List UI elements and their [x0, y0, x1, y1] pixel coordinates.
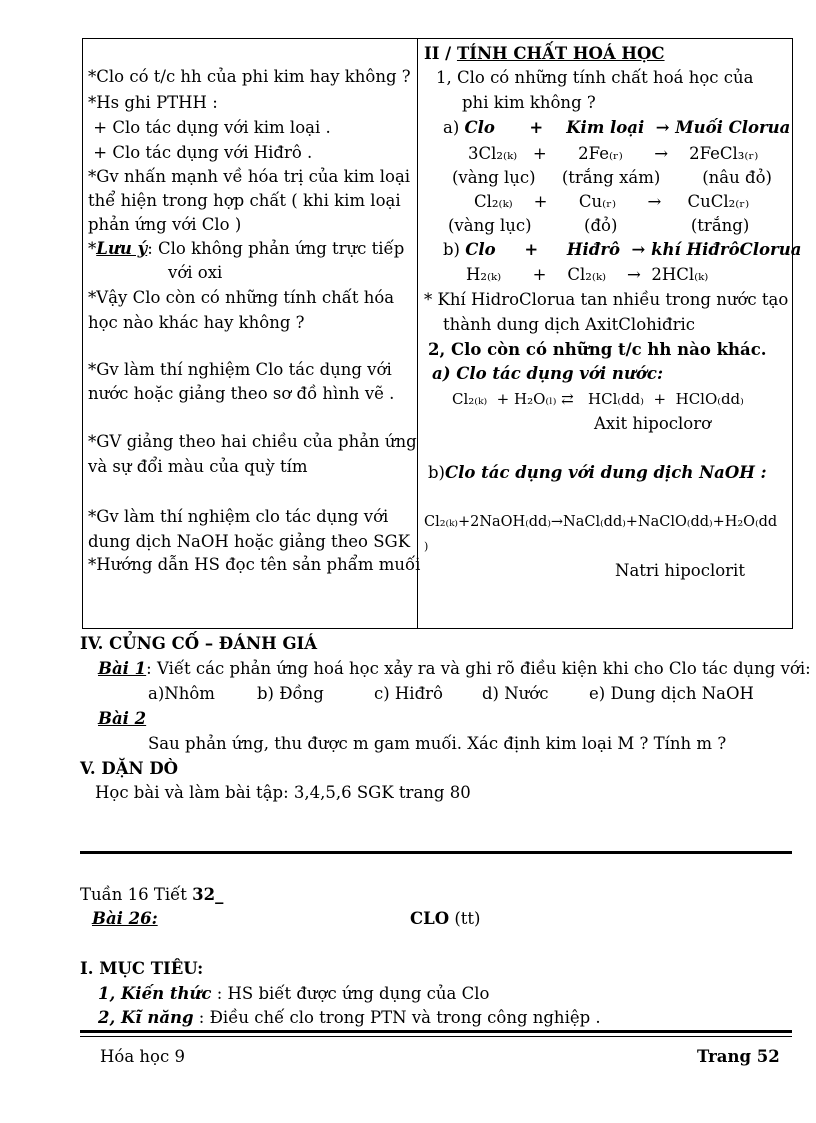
left-line: *Gv làm thí nghiệm clo tác dụng với [88, 507, 389, 526]
exercise-2-cont: Sau phản ứng, thu được m gam muối. Xác định kim loại M ? Tính m ? [148, 734, 727, 753]
exercise-2: Bài 2 [98, 709, 147, 728]
week-period: Tuần 16 Tiết 32_ [80, 885, 224, 904]
left-line: *Gv làm thí nghiệm Clo tác dụng với [88, 360, 392, 379]
left-line: phản ứng với Clo ) [88, 215, 242, 234]
left-line: *Gv nhấn mạnh về hóa trị của kim loại [88, 167, 411, 186]
footer-subject: Hóa học 9 [100, 1047, 185, 1066]
section-heading: II / TÍNH CHẤT HOÁ HỌC [424, 44, 665, 63]
equation-4-name: Axit hipoclorơ [594, 414, 712, 433]
left-line: nước hoặc giảng theo sơ đồ hình vẽ . [88, 384, 395, 403]
equation-4: Cl₂₍ₖ₎ + H₂O₍ₗ₎ ⇄ HCl₍dd₎ + HClO₍dd₎ [452, 390, 744, 408]
footer-rule-thin [80, 1036, 792, 1037]
footer-rule [80, 1030, 792, 1033]
left-line: thể hiện trong hợp chất ( khi kim loại [88, 191, 401, 210]
section-4-title: IV. CỦNG CỐ – ĐÁNH GIÁ [80, 634, 318, 653]
left-line: *GV giảng theo hai chiều của phản ứng [88, 432, 417, 451]
reaction-2a-title: a) Clo tác dụng với nước: [432, 364, 664, 383]
exercise-1-option: d) Nước [482, 684, 549, 703]
reaction-a-title: a) Clo + Kim loại → Muối Clorua [443, 118, 791, 137]
table-divider [417, 38, 418, 629]
left-line: *Hs ghi PTHH : [88, 93, 218, 112]
objective-skill: 2, Kĩ năng : Điều chế clo trong PTN và trong công nghiệp . [98, 1008, 601, 1027]
left-line: *Clo có t/c hh của phi kim hay không ? [88, 67, 411, 86]
objectives-title: I. MỤC TIÊU: [80, 959, 204, 978]
left-line: và sự đổi màu của quỳ tím [88, 457, 308, 476]
note-line: thành dung dịch AxitClohiđric [443, 315, 696, 334]
lesson-title: CLO (tt) [410, 909, 481, 928]
equation-1: 3Cl₂₍ₖ₎ + 2Fe₍ᵣ₎ → 2FeCl₃₍ᵣ₎ [468, 144, 759, 163]
footer-page-number: Trang 52 [697, 1047, 780, 1066]
exercise-1-option: c) Hiđrô [374, 684, 443, 703]
left-line: với oxi [168, 263, 223, 282]
equation-5-tail: ) [424, 540, 429, 553]
homework: Học bài và làm bài tập: 3,4,5,6 SGK trang 80 [95, 783, 471, 802]
section-5-title: V. DẶN DÒ [80, 759, 179, 778]
equation-2-colors: (vàng lục) (đỏ) (trắng) [448, 216, 750, 235]
left-line: *Hướng dẫn HS đọc tên sản phẩm muối [88, 555, 421, 574]
left-line: học nào khác hay không ? [88, 313, 305, 332]
exercise-1-option: a)Nhôm [148, 684, 215, 703]
reaction-2b-title: b)Clo tác dụng với dung dịch NaOH : [428, 463, 767, 482]
left-line: *Vậy Clo còn có những tính chất hóa [88, 288, 395, 307]
note-line: * Khí HidroClorua tan nhiều trong nước tạo [424, 290, 789, 309]
exercise-1: Bài 1: Viết các phản ứng hoá học xảy ra và ghi rõ điều kiện khi cho Clo tác dụng với: [98, 659, 811, 678]
equation-3: H₂₍ₖ₎ + Cl₂₍ₖ₎ → 2HCl₍ₖ₎ [466, 265, 709, 284]
exercise-1-option: e) Dung dịch NaOH [589, 684, 754, 703]
section-separator [80, 851, 792, 854]
equation-5-name: Natri hipoclorit [615, 561, 745, 580]
lesson-label: Bài 26: [92, 909, 158, 928]
question-2: 2, Clo còn có những t/c hh nào khác. [428, 340, 767, 359]
exercise-1-option: b) Đồng [257, 684, 324, 703]
left-line: dung dịch NaOH hoặc giảng theo SGK [88, 532, 411, 551]
left-line: + Clo tác dụng với kim loại . [88, 118, 331, 137]
equation-2: Cl₂₍ₖ₎ + Cu₍ᵣ₎ → CuCl₂₍ᵣ₎ [474, 192, 750, 211]
question-1-cont: phi kim không ? [462, 93, 596, 112]
equation-5: Cl₂₍ₖ₎+2NaOH₍dd₎→NaCl₍dd₎+NaClO₍dd₎+H₂O₍dd [424, 514, 778, 530]
reaction-b-title: b) Clo + Hiđrô → khí HiđrôClorua [443, 240, 802, 259]
left-note: *Lưu ý: Clo không phản ứng trực tiếp [88, 239, 405, 258]
left-line: + Clo tác dụng với Hiđrô . [88, 143, 313, 162]
objective-knowledge: 1, Kiến thức : HS biết được ứng dụng của Clo [98, 984, 490, 1003]
question-1: 1, Clo có những tính chất hoá học của [436, 68, 754, 87]
equation-1-colors: (vàng lục) (trắng xám) (nâu đỏ) [452, 168, 772, 187]
